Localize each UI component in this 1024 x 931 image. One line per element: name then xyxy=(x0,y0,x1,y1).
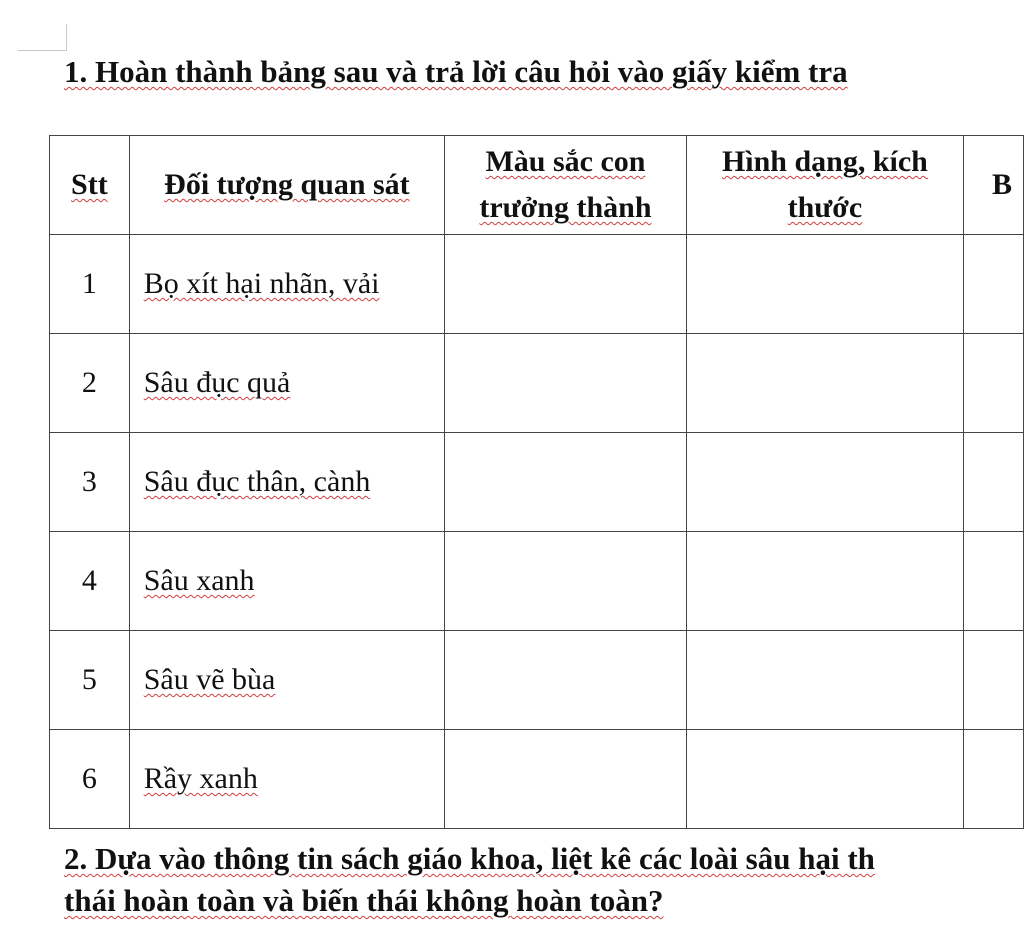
question-1-title: 1. Hoàn thành bảng sau và trả lời câu hỏi vào giấy kiểm tra xyxy=(64,54,848,89)
row-subject: Sâu đục thân, cành xyxy=(129,433,444,532)
question-2-line-2: thái hoàn toàn và biến thái không hoàn toàn? xyxy=(64,883,664,918)
cell-shape-size[interactable] xyxy=(686,730,963,829)
row-number: 6 xyxy=(50,730,130,829)
row-subject: Sâu vẽ bùa xyxy=(129,631,444,730)
header-subject: Đối tượng quan sát xyxy=(129,136,444,235)
cell-shape-size[interactable] xyxy=(686,334,963,433)
header-adult-color: Màu sắc con trưởng thành xyxy=(445,136,687,235)
row-subject: Bọ xít hại nhãn, vải xyxy=(129,235,444,334)
cell-cut-off[interactable] xyxy=(964,730,1024,829)
table-row xyxy=(50,631,1024,730)
cell-adult-color[interactable] xyxy=(445,235,687,334)
cell-cut-off[interactable] xyxy=(964,433,1024,532)
table-row xyxy=(50,532,1024,631)
row-subject: Sâu đục quả xyxy=(129,334,444,433)
table-header-row xyxy=(50,136,1024,235)
cell-cut-off[interactable] xyxy=(964,532,1024,631)
cell-shape-size[interactable] xyxy=(686,631,963,730)
table-row xyxy=(50,730,1024,829)
table-row xyxy=(50,334,1024,433)
cell-shape-size[interactable] xyxy=(686,532,963,631)
cell-cut-off[interactable] xyxy=(964,631,1024,730)
row-number: 3 xyxy=(50,433,130,532)
row-number: 4 xyxy=(50,532,130,631)
cell-adult-color[interactable] xyxy=(445,631,687,730)
row-number: 2 xyxy=(50,334,130,433)
cell-adult-color[interactable] xyxy=(445,433,687,532)
header-stt: Stt xyxy=(50,136,130,235)
header-shape-size: Hình dạng, kích thước xyxy=(686,136,963,235)
cell-shape-size[interactable] xyxy=(686,433,963,532)
cell-cut-off[interactable] xyxy=(964,235,1024,334)
cell-cut-off[interactable] xyxy=(964,334,1024,433)
table-row xyxy=(50,433,1024,532)
page-corner-mark xyxy=(18,24,67,51)
cell-adult-color[interactable] xyxy=(445,730,687,829)
question-2-line-1: 2. Dựa vào thông tin sách giáo khoa, liệt kê các loài sâu hại th xyxy=(64,841,875,876)
cell-shape-size[interactable] xyxy=(686,235,963,334)
row-subject: Sâu xanh xyxy=(129,532,444,631)
table-row xyxy=(50,235,1024,334)
cell-adult-color[interactable] xyxy=(445,334,687,433)
cell-adult-color[interactable] xyxy=(445,532,687,631)
observation-table xyxy=(49,135,1024,829)
row-number: 5 xyxy=(50,631,130,730)
question-2 xyxy=(64,838,875,922)
row-subject: Rầy xanh xyxy=(129,730,444,829)
row-number: 1 xyxy=(50,235,130,334)
header-cut-off: B xyxy=(964,136,1024,235)
